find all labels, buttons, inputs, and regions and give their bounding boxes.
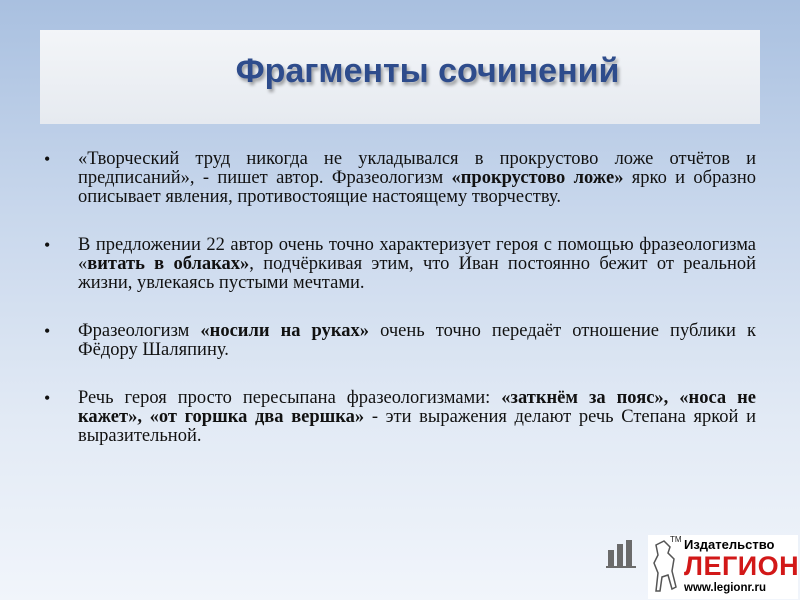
bullet-text-segment: , подчёркивая этим, что Иван постоянно бежит от реальной жизни, увлекаясь пустыми мечтами.: [78, 254, 756, 293]
idiom-highlight: «носили на руках»: [200, 321, 369, 341]
publisher-caption: Издательство: [684, 537, 775, 552]
horse-logo-icon: [650, 537, 680, 597]
bullet-item: [44, 150, 756, 207]
bullet-text: [78, 389, 756, 446]
idiom-highlight: «заткнём за пояс», «носа не кажет», «от горшка два вершка»: [78, 388, 756, 427]
title-banner: [40, 30, 760, 124]
bullet-marker: •: [44, 149, 51, 169]
bullet-text-segment: Фразеологизм: [78, 321, 201, 341]
bullet-item: [44, 389, 756, 446]
bullet-text: [78, 236, 756, 293]
publisher-url: www.legionr.ru: [684, 582, 766, 594]
publisher-logo: [648, 535, 798, 599]
trademark-label: TM: [670, 535, 682, 544]
bullet-marker: •: [44, 321, 51, 341]
bar-chart-icon: [606, 538, 638, 568]
idiom-highlight: витать в облаках»: [87, 254, 250, 274]
bullet-text-segment: «Творческий труд никогда не укладывался в прокрустово ложе отчётов и предписаний», - пишет автор. Фразеологизм: [78, 149, 756, 188]
idiom-highlight: «прокрустово ложе»: [451, 168, 624, 188]
page-title: Фрагменты сочинений: [235, 52, 620, 90]
bullet-text: [78, 322, 756, 360]
bullet-text-segment: Речь героя просто пересыпана фразеологизмами:: [78, 388, 502, 408]
publisher-name: ЛЕГИОН: [684, 551, 800, 581]
bullet-list: [44, 150, 756, 475]
bullet-marker: •: [44, 235, 51, 255]
bullet-item: [44, 322, 756, 360]
bullet-text-segment: В предложении 22 автор очень точно характеризует героя с помощью фразеологизма «: [78, 235, 756, 274]
bullet-text-segment: очень точно передаёт отношение публики к Фёдору Шаляпину.: [78, 321, 757, 360]
bullet-text: [78, 150, 756, 207]
bullet-marker: •: [44, 388, 51, 408]
bullet-text-segment: ярко и образно описывает явления, противостоящие настоящему творчеству.: [78, 168, 756, 207]
bullet-text-segment: - эти выражения делают речь Степана яркой и выразительной.: [78, 407, 756, 446]
bullet-item: [44, 236, 756, 293]
